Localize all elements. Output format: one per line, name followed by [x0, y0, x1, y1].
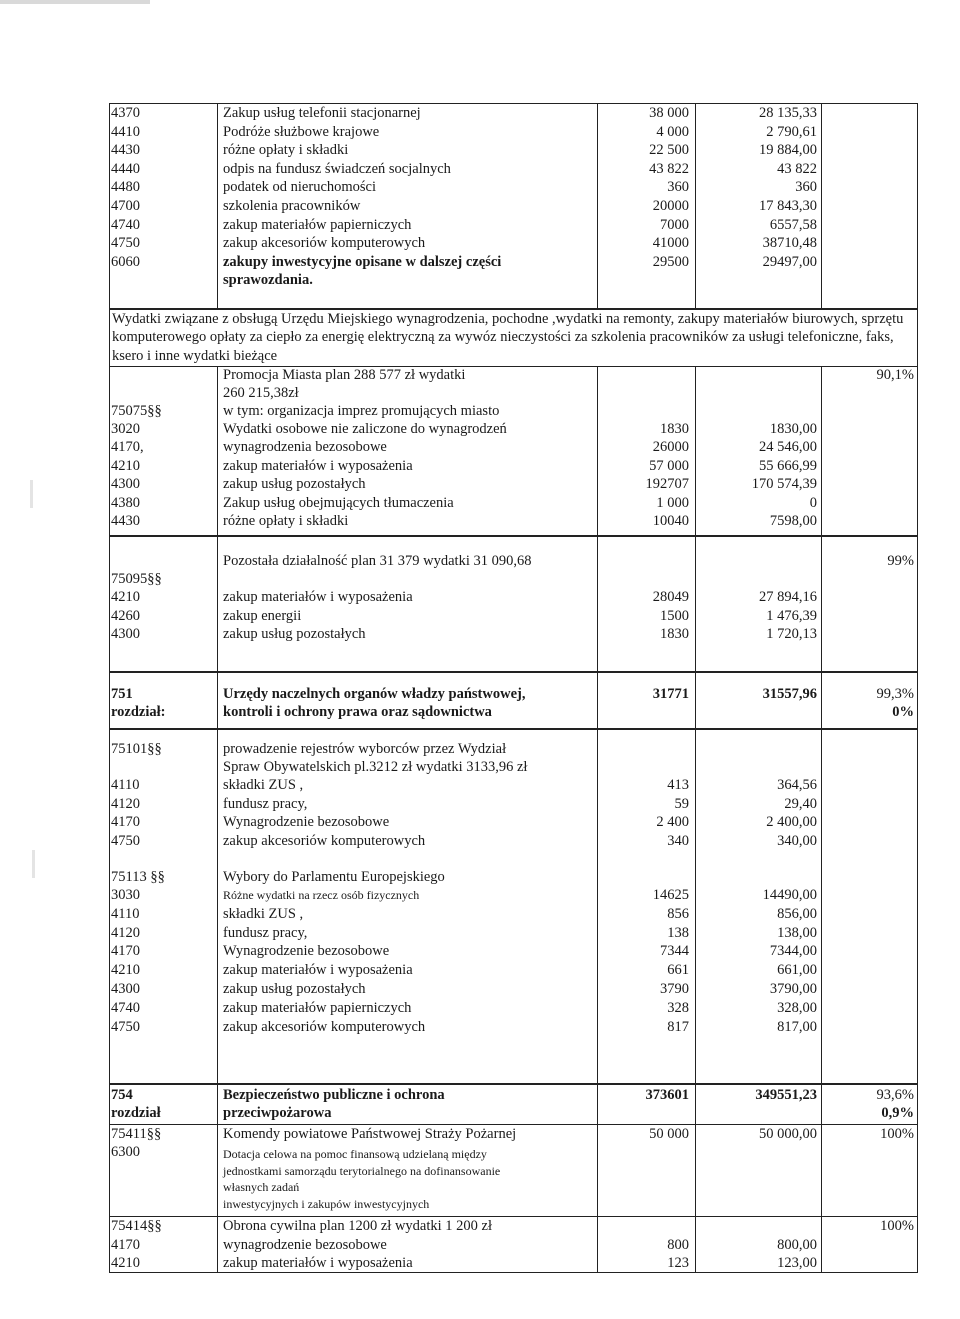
percentage: 99,3% — [876, 686, 914, 702]
description: Wynagrodzenie bezosobowe — [223, 814, 390, 831]
plan-amount: 14625 — [652, 887, 689, 903]
description: składki ZUS , — [223, 905, 304, 922]
account-code: 4410 — [111, 123, 140, 140]
description: jednostkami samorządu terytorialnego na dofinansowanie — [223, 1163, 501, 1178]
executed-amount: 3790,00 — [769, 981, 817, 997]
section-title-row — [109, 1086, 918, 1104]
scan-artifact-left-2 — [32, 850, 35, 878]
table-row — [109, 942, 918, 960]
description: zakup materiałów i wyposażenia — [223, 589, 413, 605]
executed-amount: 856,00 — [777, 905, 817, 922]
description: Różne wydatki na rzecz osób fizycznych — [223, 888, 420, 902]
account-code: 4430 — [111, 142, 140, 159]
description: fundusz pracy, — [223, 924, 308, 941]
percentage: 0,9% — [881, 1105, 914, 1121]
description: fundusz pracy, — [223, 795, 308, 812]
table-row — [109, 980, 918, 998]
plan-amount: 26000 — [652, 439, 689, 456]
plan-amount: 22 500 — [649, 142, 689, 159]
table-row — [109, 420, 918, 438]
table-row — [109, 178, 918, 196]
description: sprawozdania. — [223, 272, 313, 289]
executed-amount: 2 400,00 — [766, 814, 817, 831]
percentage: 99% — [887, 553, 914, 569]
promotion-section-row — [109, 402, 918, 420]
executed-amount: 349551,23 — [755, 1087, 817, 1103]
plan-amount: 4 000 — [656, 123, 689, 140]
account-code: rozdział — [111, 1105, 161, 1121]
plan-amount: 31771 — [652, 686, 689, 702]
description: zakup materiałów i wyposażenia — [223, 1255, 413, 1271]
description: Wybory do Parlamentu Europejskiego — [223, 869, 445, 885]
plan-amount: 1 000 — [656, 494, 689, 511]
executed-amount: 817,00 — [777, 1018, 817, 1035]
account-code: 4700 — [111, 198, 140, 214]
table-row — [109, 832, 918, 850]
executed-amount: 6557,58 — [769, 216, 817, 233]
subsection-title-row — [109, 740, 918, 758]
executed-amount: 1 476,39 — [766, 607, 817, 624]
percentage: 100% — [880, 1126, 914, 1142]
table-row — [109, 999, 918, 1017]
account-code: 4300 — [111, 476, 140, 493]
account-code: 4440 — [111, 160, 140, 177]
promotion-title-row-2 — [109, 384, 918, 402]
account-code: 4370 — [111, 105, 140, 121]
account-code: 75095§§ — [111, 571, 162, 587]
executed-amount: 328,00 — [777, 999, 817, 1016]
other-activity-code-row — [109, 570, 918, 588]
section-751-header — [109, 672, 918, 729]
executed-amount: 170 574,39 — [751, 476, 817, 493]
table-row — [109, 813, 918, 831]
table-row — [109, 588, 918, 606]
description: zakup energii — [223, 607, 302, 624]
executed-amount: 7344,00 — [769, 943, 817, 960]
plan-amount: 57 000 — [649, 457, 689, 474]
promotion-block — [109, 309, 918, 536]
section-754 — [109, 1084, 918, 1273]
description: zakup materiałów papierniczych — [223, 216, 412, 233]
description: składki ZUS , — [223, 777, 304, 793]
description: Urzędy naczelnych organów władzy państwowej, — [223, 686, 526, 702]
description: Promocja Miasta plan 288 577 zł wydatki — [223, 367, 466, 383]
executed-amount: 29,40 — [784, 795, 817, 812]
account-code: 75101§§ — [111, 741, 162, 757]
account-code: 4750 — [111, 832, 140, 849]
description: zakup usług pozostałych — [223, 626, 366, 643]
account-code: 4120 — [111, 924, 140, 941]
executed-amount: 50 000,00 — [759, 1126, 817, 1142]
subsection-note-row — [109, 1162, 918, 1180]
description: prowadzenie rejestrów wyborców przez Wydział — [223, 741, 507, 757]
plan-amount: 123 — [667, 1255, 689, 1271]
plan-amount: 1830 — [660, 626, 689, 643]
subsection-title-row — [109, 868, 918, 886]
account-code: 75113 §§ — [111, 869, 165, 885]
subsection-title-row-2 — [109, 758, 918, 776]
table-row — [109, 512, 918, 530]
table-row — [109, 197, 918, 215]
account-code: 4210 — [111, 1255, 140, 1271]
account-code: 75411§§ — [111, 1126, 162, 1142]
table-row — [109, 961, 918, 979]
plan-amount: 29500 — [652, 253, 689, 270]
plan-amount: 2 400 — [656, 814, 689, 831]
table-row — [109, 160, 918, 178]
executed-amount: 138,00 — [777, 924, 817, 941]
account-code: 4750 — [111, 1018, 140, 1035]
plan-amount: 661 — [667, 962, 689, 979]
executed-amount: 123,00 — [777, 1255, 817, 1271]
description: zakup usług pozostałych — [223, 476, 366, 493]
table-row — [109, 924, 918, 942]
percentage: 0% — [892, 704, 914, 720]
description: wynagrodzenia bezosobowe — [223, 439, 387, 456]
description: kontroli i ochrony prawa oraz sądownictwa — [223, 704, 492, 720]
percentage: 93,6% — [876, 1087, 914, 1103]
table-row — [109, 776, 918, 794]
plan-amount: 1830 — [660, 421, 689, 437]
account-code: 4260 — [111, 607, 140, 624]
plan-amount: 41000 — [652, 235, 689, 252]
account-code: 75075§§ — [111, 403, 162, 419]
percentage: 90,1% — [876, 367, 914, 383]
executed-amount: 364,56 — [777, 777, 817, 793]
plan-amount: 43 822 — [649, 160, 689, 177]
executed-amount: 1830,00 — [769, 421, 817, 437]
account-code: 4110 — [111, 905, 140, 922]
executed-amount: 27 894,16 — [759, 589, 817, 605]
table-row — [109, 141, 918, 159]
plan-amount: 373601 — [645, 1087, 689, 1103]
table-row — [109, 905, 918, 923]
section-title-row-2 — [109, 1104, 918, 1122]
plan-amount: 28049 — [652, 589, 689, 605]
plan-amount: 360 — [667, 179, 689, 196]
account-code: rozdział: — [111, 704, 166, 720]
description: zakup akcesoriów komputerowych — [223, 235, 426, 252]
account-code: 6300 — [111, 1144, 140, 1160]
subsection-title-row — [109, 1217, 918, 1235]
table-row — [109, 607, 918, 625]
description: 260 215,38zł — [223, 385, 299, 401]
plan-amount: 38 000 — [649, 105, 689, 121]
table-row — [109, 494, 918, 512]
executed-amount: 0 — [809, 494, 817, 511]
plan-amount: 59 — [674, 795, 689, 812]
plan-amount: 7344 — [660, 943, 689, 960]
table-row-continued — [109, 271, 918, 289]
plan-amount: 50 000 — [649, 1126, 689, 1142]
executed-amount: 340,00 — [777, 832, 817, 849]
account-code: 4170 — [111, 1237, 140, 1253]
description: Bezpieczeństwo publiczne i ochrona — [223, 1087, 445, 1103]
promotion-title-row — [109, 366, 918, 384]
plan-amount: 856 — [667, 905, 689, 922]
account-code: 751 — [111, 686, 133, 702]
table-row — [109, 253, 918, 271]
table-row — [109, 457, 918, 475]
plan-amount: 1500 — [660, 607, 689, 624]
description: zakupy inwestycyjne opisane w dalszej części — [223, 253, 502, 270]
account-code: 4170 — [111, 814, 140, 831]
account-code: 4380 — [111, 494, 140, 511]
description: zakup akcesoriów komputerowych — [223, 1018, 426, 1035]
account-code: 4170 — [111, 943, 140, 960]
executed-amount: 1 720,13 — [766, 626, 817, 643]
subsection-title-row — [109, 1125, 918, 1143]
table-row — [109, 1254, 918, 1272]
section-title-row — [109, 685, 918, 703]
scan-artifact-top — [0, 0, 150, 4]
executed-amount: 38710,48 — [762, 235, 817, 252]
description: zakup materiałów papierniczych — [223, 999, 412, 1016]
table-row — [109, 475, 918, 493]
executed-amount: 661,00 — [777, 962, 817, 979]
account-code: 4210 — [111, 457, 140, 474]
account-code: 4300 — [111, 981, 140, 997]
plan-amount: 10040 — [652, 513, 689, 529]
scan-artifact-left — [30, 480, 33, 508]
plan-amount: 192707 — [645, 476, 689, 493]
executed-amount: 2 790,61 — [766, 123, 817, 140]
executed-amount: 800,00 — [777, 1237, 817, 1253]
description: przeciwpożarowa — [223, 1105, 332, 1121]
executed-amount: 7598,00 — [769, 513, 817, 529]
table-row — [109, 438, 918, 456]
executed-amount: 360 — [795, 179, 817, 196]
description: Podróże służbowe krajowe — [223, 123, 380, 140]
executed-amount: 17 843,30 — [759, 198, 817, 214]
section-751-details — [109, 729, 918, 1084]
executed-amount: 31557,96 — [762, 686, 817, 702]
plan-amount: 340 — [667, 832, 689, 849]
description: Spraw Obywatelskich pl.3212 zł wydatki 3133,96 zł — [223, 759, 528, 775]
table-row — [109, 625, 918, 643]
account-code: 4110 — [111, 777, 140, 793]
description: zakup usług pozostałych — [223, 981, 366, 997]
description: Pozostała działalność plan 31 379 wydatki 31 090,68 — [223, 553, 532, 569]
description: podatek od nieruchomości — [223, 179, 377, 196]
description: własnych zadań — [223, 1180, 300, 1194]
table-row — [109, 1018, 918, 1036]
description: zakup akcesoriów komputerowych — [223, 832, 426, 849]
description: w tym: organizacja imprez promujących miasto — [223, 403, 500, 419]
account-code: 4210 — [111, 589, 140, 605]
description: inwestycyjnych i zakupów inwestycyjnych — [223, 1196, 430, 1211]
table-row — [109, 123, 918, 141]
description: Zakup usług obejmujących tłumaczenia — [223, 494, 454, 511]
subsection-note-row — [109, 1178, 918, 1196]
account-code: 4480 — [111, 179, 140, 196]
description: odpis na fundusz świadczeń socjalnych — [223, 160, 451, 177]
account-code: 3020 — [111, 421, 140, 437]
plan-amount: 20000 — [652, 198, 689, 214]
executed-amount: 28 135,33 — [759, 105, 817, 121]
description: Obrona cywilna plan 1200 zł wydatki 1 200 zł — [223, 1218, 492, 1234]
plan-amount: 7000 — [660, 216, 689, 233]
description: szkolenia pracowników — [223, 198, 361, 214]
plan-amount: 800 — [667, 1237, 689, 1253]
other-activity-block — [109, 536, 918, 672]
subsection-note-row — [109, 1145, 918, 1163]
subsection-note-row — [109, 1195, 918, 1213]
block-description: Wydatki związane z obsługą Urzędu Miejskiego wynagrodzenia, pochodne ,wydatki na remonty, zakupy materiałów biurowych, sprzętu komputerowego opłaty za ciepło za energię elektryczną za wywóz nieczystości za szkolenia pracowników za usługi telefoniczne, faks, ksero i inne wydatki bieżące — [112, 311, 904, 364]
percentage: 100% — [880, 1218, 914, 1234]
executed-amount: 43 822 — [777, 160, 817, 177]
description: różne opłaty i składki — [223, 513, 349, 529]
plan-amount: 138 — [667, 924, 689, 941]
table-row — [109, 216, 918, 234]
executed-amount: 24 546,00 — [759, 439, 817, 456]
description: Komendy powiatowe Państwowej Straży Pożarnej — [223, 1126, 517, 1142]
account-code: 4170, — [111, 439, 144, 456]
plan-amount: 3790 — [660, 981, 689, 997]
description: wynagrodzenie bezosobowe — [223, 1237, 387, 1253]
account-code: 3030 — [111, 887, 140, 903]
other-activity-title-row — [109, 552, 918, 570]
description: zakup materiałów i wyposażenia — [223, 457, 413, 474]
section-title-row-2 — [109, 703, 918, 721]
description: Wynagrodzenie bezosobowe — [223, 943, 390, 960]
account-code: 4740 — [111, 999, 140, 1016]
executed-amount: 55 666,99 — [759, 457, 817, 474]
account-code: 6060 — [111, 253, 140, 270]
account-code: 4120 — [111, 795, 140, 812]
description: Zakup usług telefonii stacjonarnej — [223, 105, 421, 121]
plan-amount: 328 — [667, 999, 689, 1016]
table-row — [109, 1236, 918, 1254]
description: zakup materiałów i wyposażenia — [223, 962, 413, 979]
account-code: 4300 — [111, 626, 140, 643]
table-row — [109, 104, 918, 122]
account-code: 4750 — [111, 235, 140, 252]
account-code: 4430 — [111, 513, 140, 529]
table-row — [109, 886, 918, 904]
description: Dotacja celowa na pomoc finansową udzielaną między — [223, 1147, 487, 1161]
executed-amount: 19 884,00 — [759, 142, 817, 159]
description: Wydatki osobowe nie zaliczone do wynagrodzeń — [223, 421, 507, 437]
plan-amount: 413 — [667, 777, 689, 793]
description: różne opłaty i składki — [223, 142, 349, 159]
expenses-table-top — [109, 103, 918, 309]
account-code: 75414§§ — [111, 1218, 162, 1234]
plan-amount: 817 — [667, 1018, 689, 1035]
executed-amount: 29497,00 — [762, 253, 817, 270]
table-row — [109, 234, 918, 252]
account-code: 4210 — [111, 962, 140, 979]
account-code: 754 — [111, 1087, 133, 1103]
account-code: 4740 — [111, 216, 140, 233]
table-row — [109, 795, 918, 813]
executed-amount: 14490,00 — [762, 887, 817, 903]
